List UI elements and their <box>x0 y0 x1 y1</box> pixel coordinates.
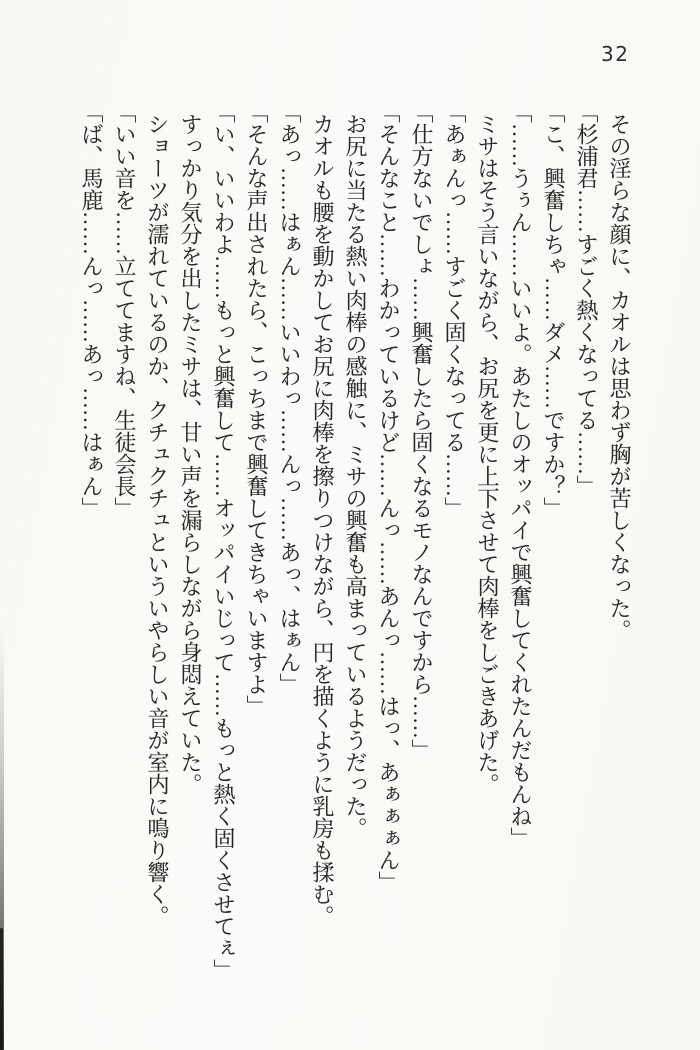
text-line-7: 「仕方ないでしょ……興奮したら固くなるモノなんですから……」 <box>409 101 434 761</box>
text-line-2: 「杉浦君……すごく熱くなってる……」 <box>574 101 599 497</box>
text-line-12: 「そんな声出されたら、こっちまで興奮してきちゃいますよ」 <box>244 101 269 717</box>
text-line-11: 「あっ……はぁん……いいわっ……んっ……あっ、はぁん」 <box>277 101 302 695</box>
text-line-3: 「こ、興奮しちゃ……ダメ……ですか？」 <box>541 101 566 519</box>
text-block <box>75 101 636 985</box>
text-line-6: 「あぁんっ……すごく固くなってる……」 <box>442 101 467 519</box>
text-line-10: カオルも腰を動かしてお尻に肉棒を擦りつけながら、円を描くように乳房も揉む。 <box>310 113 335 927</box>
text-line-14: すっかり気分を出したミサは、甘い声を漏らしながら身悶えていた。 <box>178 113 203 795</box>
text-line-13: 「い、いいわよ……もっと興奮して……オッパイいじって……もっと熱く固くさせてぇ」 <box>211 101 236 981</box>
scan-edge-dark-mark <box>0 928 3 1050</box>
text-line-5: ミサはそう言いながら、お尻を更に上下させて肉棒をしごきあげた。 <box>475 113 500 795</box>
page-number: 32 <box>601 42 630 66</box>
text-line-15: ショーツが濡れているのか、クチュクチュといういやらしい音が室内に鳴り響く。 <box>145 113 170 927</box>
text-line-16: 「いい音を……立ててますね、生徒会長」 <box>112 101 137 519</box>
text-line-9: お尻に当たる熱い肉棒の感触に、ミサの興奮も高まっているようだった。 <box>343 113 368 839</box>
text-line-1: その淫らな顔に、カオルは思わず胸が苦しくなった。 <box>607 113 632 641</box>
text-line-4: 「……うぅん……いいよ。あたしのオッパイで興奮してくれたんだもんね」 <box>508 101 533 849</box>
text-line-8: 「そんなこと……わかっているけど……んっ……あんっ……はっ、あぁぁぁん」 <box>376 101 401 893</box>
text-line-17: 「ば、馬鹿……んっ……あっ……はぁん」 <box>79 101 104 519</box>
